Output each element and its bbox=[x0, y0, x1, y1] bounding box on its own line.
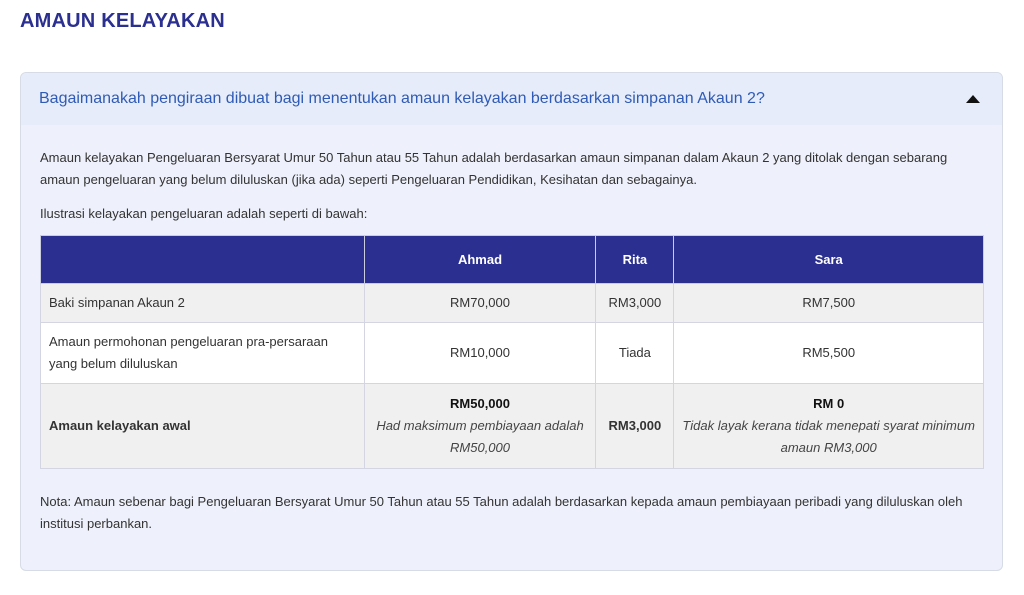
sara-eligibility-note: Tidak layak kerana tidak menepati syarat minimum amaun RM3,000 bbox=[682, 418, 975, 455]
accordion-body bbox=[21, 125, 1002, 535]
row-label: Baki simpanan Akaun 2 bbox=[41, 284, 365, 323]
illustration-intro: Ilustrasi kelayakan pengeluaran adalah seperti di bawah: bbox=[40, 206, 368, 221]
ahmad-eligibility-value: RM50,000 bbox=[450, 396, 510, 411]
header-ahmad: Ahmad bbox=[364, 236, 596, 284]
header-rita: Rita bbox=[596, 236, 674, 284]
cell-rita: RM3,000 bbox=[596, 384, 674, 469]
eligibility-table bbox=[40, 235, 984, 469]
table-row bbox=[41, 384, 984, 469]
page-title: AMAUN KELAYAKAN bbox=[20, 10, 225, 32]
faq-accordion bbox=[20, 72, 1003, 571]
row-label: Amaun kelayakan awal bbox=[41, 384, 365, 469]
ahmad-eligibility-note: Had maksimum pembiayaan adalah RM50,000 bbox=[376, 418, 584, 455]
cell-ahmad: RM10,000 bbox=[364, 323, 596, 384]
cell-ahmad bbox=[364, 384, 596, 469]
cell-sara: RM5,500 bbox=[674, 323, 984, 384]
cell-rita: RM3,000 bbox=[596, 284, 674, 323]
accordion-header[interactable] bbox=[21, 73, 1002, 125]
table-header-row bbox=[41, 236, 984, 284]
cell-rita: Tiada bbox=[596, 323, 674, 384]
intro-paragraph: Amaun kelayakan Pengeluaran Bersyarat Umur 50 Tahun atau 55 Tahun adalah berdasarkan amaun simpanan dalam Akaun 2 yang ditolak dengan sebarang amaun pengeluaran yang belum diluluskan (jika ada) seperti Pengeluaran Pendidikan, Kesihatan dan sebagainya. bbox=[40, 150, 948, 187]
row-label: Amaun permohonan pengeluaran pra-persaraan yang belum diluluskan bbox=[41, 323, 365, 384]
cell-sara: RM7,500 bbox=[674, 284, 984, 323]
table-row bbox=[41, 284, 984, 323]
cell-sara bbox=[674, 384, 984, 469]
accordion-question[interactable]: Bagaimanakah pengiraan dibuat bagi menentukan amaun kelayakan berdasarkan simpanan Akaun 2? bbox=[39, 90, 765, 107]
caret-up-icon[interactable] bbox=[966, 95, 980, 103]
cell-ahmad: RM70,000 bbox=[364, 284, 596, 323]
note-paragraph: Nota: Amaun sebenar bagi Pengeluaran Bersyarat Umur 50 Tahun atau 55 Tahun adalah berdasarkan kepada amaun pembiayaan peribadi yang diluluskan oleh institusi perbankan. bbox=[40, 494, 963, 531]
header-empty bbox=[41, 236, 365, 284]
sara-eligibility-value: RM 0 bbox=[813, 396, 845, 411]
header-sara: Sara bbox=[674, 236, 984, 284]
table-row bbox=[41, 323, 984, 384]
